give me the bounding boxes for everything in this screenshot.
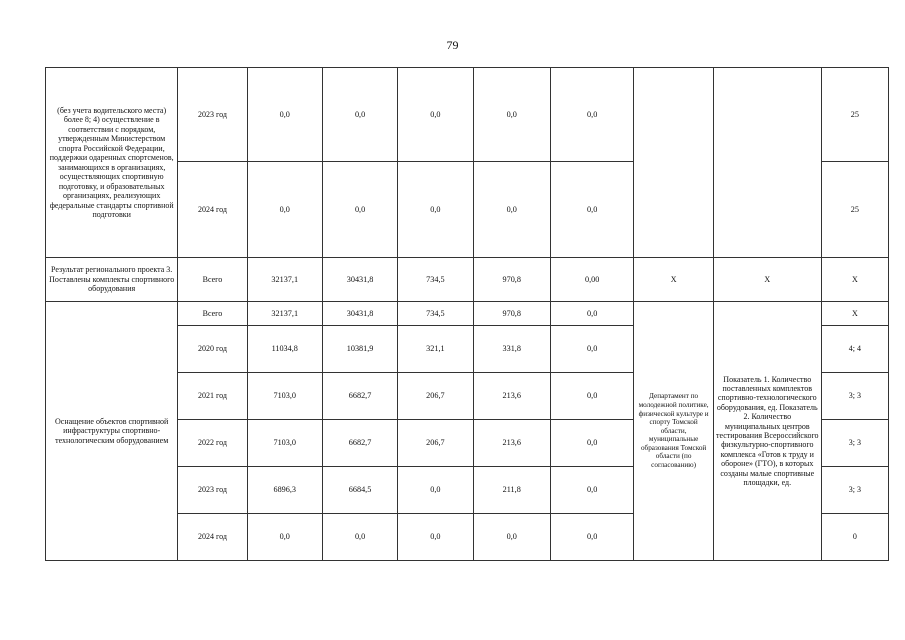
local-cell: 211,8 — [473, 467, 550, 514]
extra-cell: 0,0 — [550, 162, 633, 258]
block1-department-cell — [634, 68, 713, 258]
extra-cell: 0,0 — [550, 514, 633, 561]
regional-cell: 321,1 — [398, 326, 473, 373]
budget-table — [45, 67, 889, 561]
extra-cell: 0,0 — [550, 302, 633, 326]
value-cell: 0 — [821, 514, 888, 561]
local-cell: 970,8 — [473, 258, 550, 302]
local-cell: 0,0 — [473, 162, 550, 258]
federal-cell: 30431,8 — [322, 258, 397, 302]
value-cell: 4; 4 — [821, 326, 888, 373]
block2-description: Оснащение объектов спортивной инфраструктуры спортивно-технологическим оборудованием — [46, 302, 178, 561]
total-cell: 7103,0 — [247, 373, 322, 420]
period-cell: Всего — [178, 302, 247, 326]
indicator-cell: Показатель 1. Количество поставленных комплектов спортивно-технологического оборудования, ед. Показатель 2. Количество муниципальных центров тестирования Всероссийского физкультурно-спортивного комплекса «Готов к труду и обороне» (ГТО), в которых созданы малые спортивные площадки, ед. — [713, 302, 821, 561]
block1-description: (без учета водительского места) более 8; 4) осуществление в соответствии с порядком, утвержденным Министерством спорта Российской Федерации, поддержки одаренных спортсменов, занимающихся в организациях, осуществляющих спортивную подготовку, и образовательных организациях, реализующих федеральные стандарты спортивной подготовки — [46, 68, 178, 258]
regional-cell: 0,0 — [398, 162, 473, 258]
block1-indicator-cell — [713, 68, 821, 258]
federal-cell: 0,0 — [322, 162, 397, 258]
period-cell: 2024 год — [178, 514, 247, 561]
total-cell: 0,0 — [247, 514, 322, 561]
period-cell: Всего — [178, 258, 247, 302]
period-cell: 2024 год — [178, 162, 247, 258]
federal-cell: 6684,5 — [322, 467, 397, 514]
period-cell: 2020 год — [178, 326, 247, 373]
extra-cell: 0,0 — [550, 326, 633, 373]
value-cell: Х — [821, 302, 888, 326]
local-cell: 213,6 — [473, 373, 550, 420]
federal-cell: 0,0 — [322, 68, 397, 162]
indicator-cell: Х — [713, 258, 821, 302]
extra-cell: 0,0 — [550, 68, 633, 162]
department-cell: Х — [634, 258, 713, 302]
department-cell: Департамент по молодежной политике, физической культуре и спорту Томской области, муниципальные образования Томской области (по согласованию) — [634, 302, 713, 561]
local-cell: 331,8 — [473, 326, 550, 373]
table-row — [46, 302, 889, 326]
total-cell: 7103,0 — [247, 420, 322, 467]
local-cell: 0,0 — [473, 68, 550, 162]
regional-cell: 0,0 — [398, 467, 473, 514]
federal-cell: 0,0 — [322, 514, 397, 561]
total-cell: 0,0 — [247, 162, 322, 258]
period-cell: 2023 год — [178, 467, 247, 514]
federal-cell: 30431,8 — [322, 302, 397, 326]
total-cell: 32137,1 — [247, 258, 322, 302]
regional-cell: 206,7 — [398, 420, 473, 467]
regional-cell: 0,0 — [398, 514, 473, 561]
result3-description: Результат регионального проекта 3. Поставлены комплекты спортивного оборудования — [46, 258, 178, 302]
table-row — [46, 68, 889, 162]
regional-cell: 206,7 — [398, 373, 473, 420]
federal-cell: 6682,7 — [322, 373, 397, 420]
table-row — [46, 258, 889, 302]
total-cell: 11034,8 — [247, 326, 322, 373]
regional-cell: 734,5 — [398, 258, 473, 302]
extra-cell: 0,0 — [550, 373, 633, 420]
extra-cell: 0,00 — [550, 258, 633, 302]
local-cell: 0,0 — [473, 514, 550, 561]
period-cell: 2022 год — [178, 420, 247, 467]
value-cell: 3; 3 — [821, 420, 888, 467]
period-cell: 2021 год — [178, 373, 247, 420]
value-cell: Х — [821, 258, 888, 302]
value-cell: 25 — [821, 68, 888, 162]
total-cell: 6896,3 — [247, 467, 322, 514]
total-cell: 0,0 — [247, 68, 322, 162]
value-cell: 3; 3 — [821, 467, 888, 514]
value-cell: 25 — [821, 162, 888, 258]
regional-cell: 734,5 — [398, 302, 473, 326]
local-cell: 970,8 — [473, 302, 550, 326]
total-cell: 32137,1 — [247, 302, 322, 326]
federal-cell: 10381,9 — [322, 326, 397, 373]
local-cell: 213,6 — [473, 420, 550, 467]
period-cell: 2023 год — [178, 68, 247, 162]
federal-cell: 6682,7 — [322, 420, 397, 467]
value-cell: 3; 3 — [821, 373, 888, 420]
extra-cell: 0,0 — [550, 467, 633, 514]
page-number: 79 — [446, 38, 459, 52]
regional-cell: 0,0 — [398, 68, 473, 162]
extra-cell: 0,0 — [550, 420, 633, 467]
